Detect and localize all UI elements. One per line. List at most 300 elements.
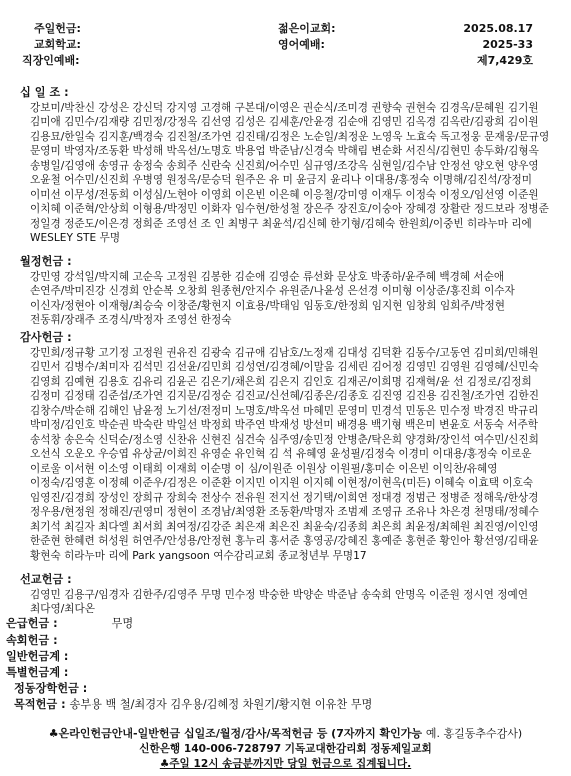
donor-name: 배경용 [336, 419, 368, 431]
donor-name: 이은빈 [234, 188, 266, 201]
donor-name: 박주연 [234, 419, 266, 431]
donor-name: 조경식/박정자 [98, 314, 164, 326]
donor-name: 원주은 [234, 174, 266, 186]
donor-name: 최병구 [227, 217, 259, 230]
donor-name: 정준도/이은경 [64, 217, 130, 230]
donor-name: 임창희 [405, 299, 437, 312]
donor-name: 김규애 [234, 346, 266, 359]
footer-notice-text: ♣온라인헌금안내-일반헌금 십일조/월정/감사/목적헌금 등 (7자까지 확인가능 [48, 727, 423, 740]
donor-name: 이성심/노현아 [132, 188, 198, 201]
donor-name: 정대경 [371, 491, 402, 504]
donor-name: 이경미 [398, 448, 430, 460]
donor-name: 이신자/정현아 [30, 299, 95, 312]
donor-name: 강성은 [98, 101, 130, 114]
donor-list [20, 588, 558, 617]
donor-name: 정해욱/한상경 [473, 491, 539, 504]
donor-name: 오운오 [64, 448, 95, 460]
donor-name: 박미정/김인호 [30, 419, 95, 431]
donor-name: 이준우/김정은 [132, 477, 198, 489]
donor-name: 이서현 [64, 462, 95, 475]
donor-name: 김봉한 [200, 270, 232, 283]
donor-name: 노영욱 [371, 130, 403, 143]
donor-name: 최윤정/최혜원 [405, 520, 471, 533]
donor-name: 서순애 [473, 270, 505, 283]
donor-name: 구본대/이영은 [234, 101, 300, 114]
donor-name: 황인아 [439, 535, 471, 547]
donor-name: 김민서 [30, 361, 61, 373]
donor-name: 장활란 [439, 203, 471, 215]
donor-name: 허성원 [98, 535, 129, 547]
donor-name: 이준원 [429, 588, 460, 601]
donor-name: 정드보라 [473, 203, 515, 215]
donor-name: 고정원 [166, 270, 198, 283]
donor-name: 김이원 [507, 116, 539, 128]
donor-name: 고기정 [98, 346, 130, 359]
donor-name: 이현정/이현옥(미든) [337, 477, 431, 489]
header-date: 2025.08.17 [463, 22, 533, 35]
donor-name: 어수민/신진희 [64, 174, 130, 186]
donor-name: 송석창 [30, 433, 61, 446]
donor-name: 신찬유 [166, 433, 198, 446]
donor-name: 한정숙 [200, 314, 232, 326]
donor-name: 최기석 [30, 520, 61, 533]
donor-name: Park yangsoon [132, 549, 210, 562]
donor-name: 임희주/박정현 [439, 299, 505, 312]
donor-name: 고순옥 [132, 270, 164, 283]
header-week-number: 2025-33 [482, 38, 533, 51]
donor-name: 김민수/김재량 [64, 116, 130, 128]
donor-name: 최다영/최다온 [30, 603, 95, 615]
donor-name: 이로울 [30, 462, 61, 475]
donor-name: 이익찬/유혜영 [432, 462, 498, 475]
donor-name: 김선영 [200, 116, 232, 128]
donor-name: WESLEY STE [30, 232, 97, 244]
donor-name: 최서희 [132, 520, 163, 533]
donor-name: 이호숙 [502, 477, 534, 489]
donor-name: 이은빈 [398, 462, 430, 475]
donor-name: 조동환/박명자 [269, 506, 335, 518]
donor-name: 박숭한 [258, 588, 290, 601]
donor-name: 이지원 [268, 477, 300, 489]
donor-name: 정시연 [463, 588, 494, 601]
donor-list [20, 101, 558, 246]
donor-name: 노기선/전정미 [166, 404, 232, 417]
donor-name: 최은재 [234, 520, 266, 533]
donor-name: 정예연 [497, 588, 528, 601]
donor-name: 김지문/김정순 [166, 390, 232, 402]
donor-name: 문영미 [337, 404, 369, 417]
donor-name: 석 [282, 448, 293, 460]
donor-name: 박성해 [132, 145, 164, 157]
donor-name: 마혜민 [303, 404, 334, 417]
donor-name: 김해인 [98, 404, 130, 417]
donor-name: 이혜숙 [434, 477, 465, 489]
donor-name: 김세훈/안윤경 [268, 116, 334, 128]
donor-name: 김창수/박순해 [30, 404, 95, 417]
donor-name: 변순화 [371, 145, 403, 157]
donor-name: 정해진/권영미 [98, 506, 164, 518]
section-title: 월정헌금 : [20, 255, 72, 268]
donor-name: 송영규 [98, 159, 130, 172]
donor-name: 무명17 [332, 549, 367, 562]
donor-name: 최여정/김강준 [166, 520, 232, 533]
donor-name: 문영미 [30, 145, 61, 157]
donor-name: 종교청년부 [278, 549, 330, 562]
donor-name: 리에 [108, 549, 129, 562]
donor-name: 이대용/홍정숙 [432, 448, 498, 460]
donor-name: 윤금지 [296, 174, 327, 186]
donor-name: 김진용 [405, 390, 437, 402]
donor-name: 김광숙 [200, 346, 232, 359]
donor-name: 김덕환 [371, 346, 402, 359]
donor-name: 정병준 [439, 491, 471, 504]
donor-name: 김한진 [508, 390, 539, 402]
donor-name: 조범제 [337, 506, 369, 518]
donor-name: 송두화/김형옥 [473, 145, 539, 157]
donor-name: 김윤곤 [166, 375, 198, 388]
donor-name: 김재곤/이희명 [336, 375, 402, 388]
donor-name: 김영혜/신민숙 [473, 361, 539, 373]
donor-name: 히라누마 [64, 549, 106, 562]
donor-name: 우병영 [132, 174, 164, 186]
donor-name: 김진철/조가연 [166, 130, 232, 143]
donor-name: 히라누마 [466, 217, 508, 230]
donor-name: 홍서준 [268, 535, 300, 547]
donor-name: 심/이원준 [248, 462, 293, 475]
donor-name: 무명 [200, 588, 222, 601]
donor-name: 남윤정 [132, 404, 164, 417]
donor-name: 박종하/윤주혜 [370, 270, 436, 283]
donor-name: 정우용/현정원 [30, 506, 95, 518]
donor-name: 한기형/김혜숙 [330, 217, 396, 230]
donor-name: 윤리나 [330, 174, 361, 186]
donor-name: 노명호/박옥선 [234, 404, 300, 417]
donor-name: 이치혜 [30, 203, 61, 215]
donor-name: 유상균/이희진 [132, 448, 198, 460]
donor-name: 전지선 [268, 491, 300, 504]
donor-name: 유영순 [200, 448, 232, 460]
donor-name: 박준남/신경숙 [268, 145, 334, 157]
donor-name: 민동은 [405, 404, 437, 417]
donor-name: 강신덕 [132, 101, 164, 114]
donor-name: 오창희 [176, 285, 208, 297]
section-monthly [20, 255, 558, 328]
donor-name: 민수정 [224, 588, 256, 601]
donor-name: 조영선 [166, 217, 198, 230]
donor-name: 박재성 [268, 419, 300, 431]
donor-name: 김예현 [64, 375, 95, 388]
donor-name: 신진희/어수민 [234, 159, 300, 172]
donor-name: 고정원 [132, 346, 164, 359]
donor-name: 임영진/김경희 [30, 491, 95, 504]
donor-name: 장진호/이숭아 [337, 203, 403, 215]
donor-name: 이영희 [200, 188, 232, 201]
donor-name: 최윤석/김신혜 [261, 217, 327, 230]
donor-name: 홍영공/강혜진 [303, 535, 368, 547]
donor-name: 신란숙 [200, 159, 232, 172]
donor-name: 임지현 [371, 299, 403, 312]
donor-name: 이효택 [468, 477, 499, 489]
donor-name: 심현일/김수남 [371, 159, 437, 172]
donor-name: 박경진 [473, 404, 505, 417]
footer-bank-account: 신한은행 140-006-728797 기독교대한감리회 정동제일교회 [139, 743, 432, 755]
donor-name: 홍누리 [234, 535, 266, 547]
row-scholarship: 정동장학헌금 : [14, 682, 88, 695]
donor-name: 이준혁/안상희 [64, 203, 130, 215]
donor-name: 이지민 [234, 477, 266, 489]
donor-name: 김동수/고동연 [405, 346, 471, 359]
donor-name: 최윤숙/김종희 [302, 520, 368, 533]
donor-name: 김세린 [337, 361, 369, 373]
donor-name: 민수정 [439, 404, 471, 417]
donor-name: 이상준/홍진희 [415, 285, 481, 297]
donor-name: 이순명 [200, 462, 232, 475]
footer-deadline-notice: ♣주일 12시 송금분까지만 당일 헌금으로 집계됩니다. [159, 758, 412, 770]
donor-name: 권현숙 [405, 101, 437, 114]
donor-name: 심건숙 [234, 433, 266, 446]
donor-name: 이효용/박태임 [235, 299, 301, 312]
donor-name: 강민희/정규황 [30, 346, 95, 359]
donor-name: 김기원 [507, 101, 539, 114]
donor-name: 이화자 [200, 203, 232, 215]
donor-name: 유혜영 [295, 448, 327, 460]
donor-name: 박숙란 [132, 419, 164, 431]
donor-name: 방선미 [302, 419, 334, 431]
donor-name: 오윤철 [30, 174, 61, 186]
donor-name: 송병일/김영애 [30, 159, 95, 172]
donor-name: 오선식 [30, 448, 61, 460]
section-thanksgiving [20, 331, 558, 563]
donor-name: 김준섭/조가연 [98, 390, 164, 402]
donor-name: 한혜련 [64, 535, 95, 547]
donor-name: 한원희/이중빈 [398, 217, 464, 230]
header-youth-church-label: 젊은이교회: [278, 22, 336, 35]
row-recovery: 속회헌금 : [6, 634, 58, 647]
donor-name: 이준원 [507, 188, 539, 201]
donor-name: 이재희 [166, 462, 198, 475]
donor-name: 황현숙 [30, 549, 61, 562]
donor-name: 노효숙 [405, 130, 437, 143]
donor-name: 류선화 [302, 270, 334, 283]
donor-name: 전유원 [234, 491, 266, 504]
section-mission [20, 573, 558, 617]
donor-name: 김미희/민해원 [473, 346, 539, 359]
footer-online-offering-notice [0, 726, 571, 741]
donor-name: 허연주/안성용/안정현 [132, 535, 232, 547]
donor-name: 차은경 [439, 506, 471, 518]
donor-name: 김영원 [439, 361, 471, 373]
donor-name: 한준현 [30, 535, 61, 547]
donor-name: 백경혜 [439, 270, 471, 283]
donor-name: 임수현/한성철 [234, 203, 300, 215]
donor-name: 이재두 [371, 188, 403, 201]
donor-name: 이재형/최승숙 [98, 299, 164, 312]
donor-name: 심규영/조강옥 [303, 159, 369, 172]
row-construction [6, 617, 133, 631]
donor-name: 문재웅/문규영 [484, 130, 550, 143]
section-title: 선교헌금 : [20, 573, 72, 586]
donor-name: 김지훈/백경숙 [98, 130, 164, 143]
donor-name: 강석일/박지혜 [64, 270, 130, 283]
donor-name: 김옥경 [405, 116, 437, 128]
row-value: 송부용 백 철/최경자 김우용/김혜정 차원기/황지현 이유찬 무명 [69, 698, 373, 711]
donor-name: 백기형 [370, 419, 402, 431]
donor-name: 박규리 [507, 404, 539, 417]
donor-name: 최길자 [64, 520, 95, 533]
donor-name: 김경옥/문혜원 [439, 101, 505, 114]
donor-name: 조 [200, 217, 211, 230]
donor-name: 이정오/임선영 [439, 188, 505, 201]
donor-name: 김재혁/윤 [405, 375, 450, 388]
header-issue-number: 제7,429호 [476, 54, 533, 67]
donor-name: 조영규 [371, 506, 403, 518]
donor-name: 박용업 [234, 145, 266, 157]
donor-name: 이원필/홍미순 [330, 462, 396, 475]
donor-name: 박양순 [292, 588, 324, 601]
donor-name: 원정옥/문승덕 [166, 174, 232, 186]
donor-name: 선 [453, 375, 464, 388]
donor-name: 김영순 [268, 270, 300, 283]
donor-name: 이창준/황현지 [166, 299, 232, 312]
donor-name: 권향숙 [371, 101, 403, 114]
donor-name: 독고정웅 [439, 130, 481, 143]
donor-name: 신덕순/정소영 [98, 433, 164, 446]
donor-name: 정일경 [30, 217, 61, 230]
donor-name: 정병준 [518, 203, 549, 215]
donor-name: 김영민 [30, 588, 61, 601]
donor-name: 이정혜 [98, 477, 130, 489]
donor-name: 김은기/채은희 [200, 375, 266, 388]
section-title: 십 일 조 : [20, 86, 69, 99]
donor-name: 안순복 [142, 285, 174, 297]
donor-name: 송희주 [166, 159, 198, 172]
donor-name: 김순애 [234, 270, 266, 283]
header-church-school-label: 교회학교: [34, 38, 81, 51]
donor-name: 김정태 [64, 390, 95, 402]
donor-name: 리에 [511, 217, 532, 230]
donor-name: 안병춘/탁은희 [337, 433, 403, 446]
donor-name: 이정숙 [405, 188, 437, 201]
donor-name: 송정숙 [132, 159, 164, 172]
donor-name: 이수자 [484, 285, 515, 297]
donor-name: 이정숙/김영훈 [30, 477, 95, 489]
donor-name: 조영선 [166, 314, 198, 326]
row-target [14, 698, 372, 712]
section-title: 감사헌금 : [20, 331, 72, 344]
donor-name: 이원상 [295, 462, 327, 475]
donor-name: 이대용/홍정숙 [364, 174, 430, 186]
donor-name: 이미선 [30, 188, 61, 201]
donor-name: 양오현 [473, 159, 505, 172]
donor-name: 김진태/김정은 [235, 130, 301, 143]
donor-name: 박옥선/노명호 [166, 145, 232, 157]
donor-name: 김진영 [371, 390, 403, 402]
section-tithe [20, 86, 558, 246]
row-value: 무명 [111, 617, 134, 630]
donor-name: 이로운 [500, 448, 532, 460]
donor-name: 우승엽 [98, 448, 129, 460]
donor-name: 최다엘 [98, 520, 129, 533]
row-label: 은급헌금 : [6, 617, 58, 630]
donor-name: 이태희 [132, 462, 163, 475]
donor-name: 안정선 [439, 159, 471, 172]
donor-name: 여수감리교회 [213, 549, 275, 562]
donor-name: 서동숙 [473, 419, 504, 431]
donor-name: 김영민 [371, 116, 403, 128]
donor-name: 김순애 [337, 116, 369, 128]
donor-name: 이지혜 [303, 477, 334, 489]
header-workplace-worship-label: 직장인예배: [22, 54, 80, 67]
donor-name: 이은혜 [268, 188, 300, 201]
donor-name: 은선경 [347, 285, 379, 297]
donor-name: 김유리 [132, 375, 163, 388]
donor-name: 민경석 [371, 404, 403, 417]
donor-name: 이준환 [200, 477, 232, 489]
donor-name: 장은주 [303, 203, 334, 215]
donor-name: 정현이 [166, 506, 198, 518]
donor-name: 유 [268, 174, 280, 186]
donor-name: 김정미 [30, 390, 61, 402]
donor-name: 유인혁 [234, 448, 266, 460]
donor-name: 김성은 [234, 116, 266, 128]
donor-name: 이명해/김진석/장정미 [432, 174, 532, 186]
donor-name: 김 [268, 448, 279, 460]
donor-name: 변윤호 [439, 419, 470, 431]
row-general: 일반헌금계 : [6, 650, 69, 663]
donor-name: 김어정 [371, 361, 403, 373]
donor-name: 최은희 [371, 520, 402, 533]
donor-name: 김정로/김정희 [466, 375, 532, 388]
donor-name: 홍현준 [405, 535, 437, 547]
donor-name: 신경희 [108, 285, 140, 297]
donor-name: 강보미/박찬신 [30, 101, 95, 114]
donor-name: 박영자/조동환 [64, 145, 130, 157]
donor-name: 김대성 [337, 346, 368, 359]
donor-name: 송숙희 [360, 588, 392, 601]
donor-name: 김영민 [405, 361, 437, 373]
donor-name: 이응철/강미영 [303, 188, 369, 201]
donor-name: 김옥란/김광희 [439, 116, 505, 128]
donor-name: 강지영 [166, 101, 198, 114]
donor-name: 김영희 [30, 375, 61, 388]
donor-name: 천명태/정혜수 [473, 506, 539, 518]
donor-name: 백은미 [405, 419, 436, 431]
donor-name: 박순권 [98, 419, 130, 431]
donor-name: 윤성필/김정숙 [330, 448, 396, 460]
header-sunday-offering-label: 주일헌금: [34, 22, 81, 35]
donor-name: 김인호 [302, 375, 334, 388]
donor-name: 서주학 [507, 419, 538, 431]
donor-name: 김진교/신선혜/김종은/김종호 [234, 390, 369, 402]
donor-name: 김민정/강정옥 [132, 116, 198, 128]
row-special: 특별헌금계 : [6, 666, 69, 679]
donor-list [20, 270, 558, 328]
donor-name: 이소영 [98, 462, 129, 475]
donor-name: 박일선 [166, 419, 198, 431]
donor-name: 김진철/조가연 [439, 390, 505, 402]
donor-name: 강민영 [30, 270, 61, 283]
donor-name: 노순일/최정운 [303, 130, 369, 143]
donor-name: 김용호 [98, 375, 129, 388]
donor-name: 장희숙 [166, 491, 198, 504]
donor-name: 권유진 [166, 346, 198, 359]
donor-name: 홍예준 [371, 535, 403, 547]
donor-name: 장혜경 [405, 203, 437, 215]
donor-name: 인 [214, 217, 225, 230]
donor-name: 정희준 [132, 217, 164, 230]
donor-name: 이무성/전동희 [64, 188, 130, 201]
donor-name: 김남호/노정재 [268, 346, 334, 359]
